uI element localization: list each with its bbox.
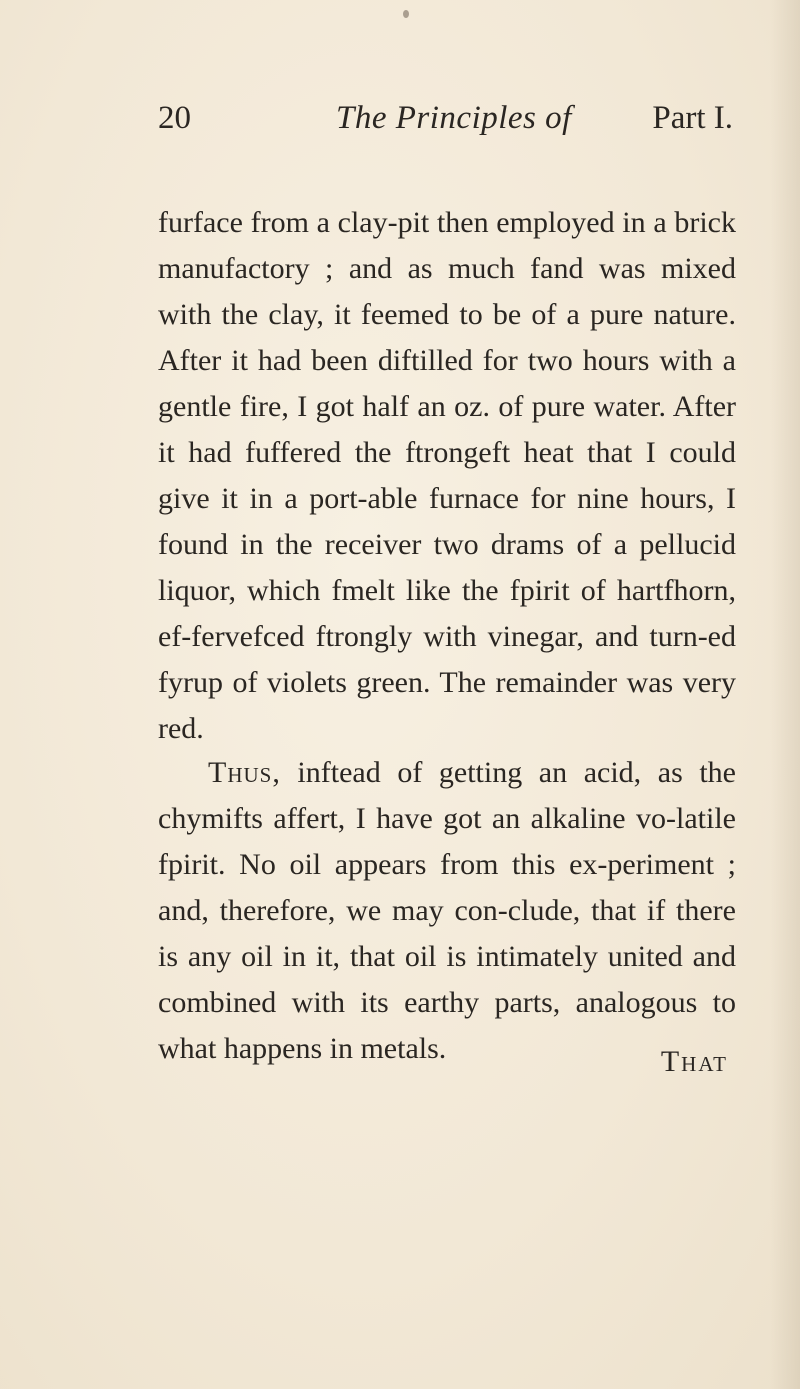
page-number: 20 — [158, 100, 191, 136]
paragraph-1: furface from a clay-pit then employed in a brick manufactory ; and as much fand was mixed with the clay, it feemed to be of a pure nature. After it had been diftilled for two hours with a gentle fire, I got half an oz. of pure water. After it had fuffered the ftrongeft heat that I could give it in a port-able furnace for nine hours, I found in the receiver two drams of a pellucid liquor, which fmelt like the fpirit of hartfhorn, ef-fervefced ftrongly with vinegar, and turn-ed fyrup of violets green. The remainder was very red. — [158, 206, 736, 745]
catchword: That — [660, 1045, 728, 1078]
page-edge-shadow — [770, 0, 800, 1389]
page-header — [158, 100, 733, 150]
paragraph-2 — [158, 750, 736, 1072]
paragraph-2-text: inftead of getting an acid, as the chymifts affert, I have got an alkaline vo-latile fpirit. No oil appears from this ex-periment ; and, therefore, we may con-clude, that if there is any oil in it, that oil is intimately united and combined with its earthy parts, analogous to what happens in metals. — [158, 756, 736, 1065]
part-label: Part I. — [652, 100, 733, 136]
paragraph-2-lead-word: Thus, — [208, 756, 281, 789]
ink-speck — [403, 10, 409, 18]
running-title: The Principles of — [336, 100, 572, 136]
